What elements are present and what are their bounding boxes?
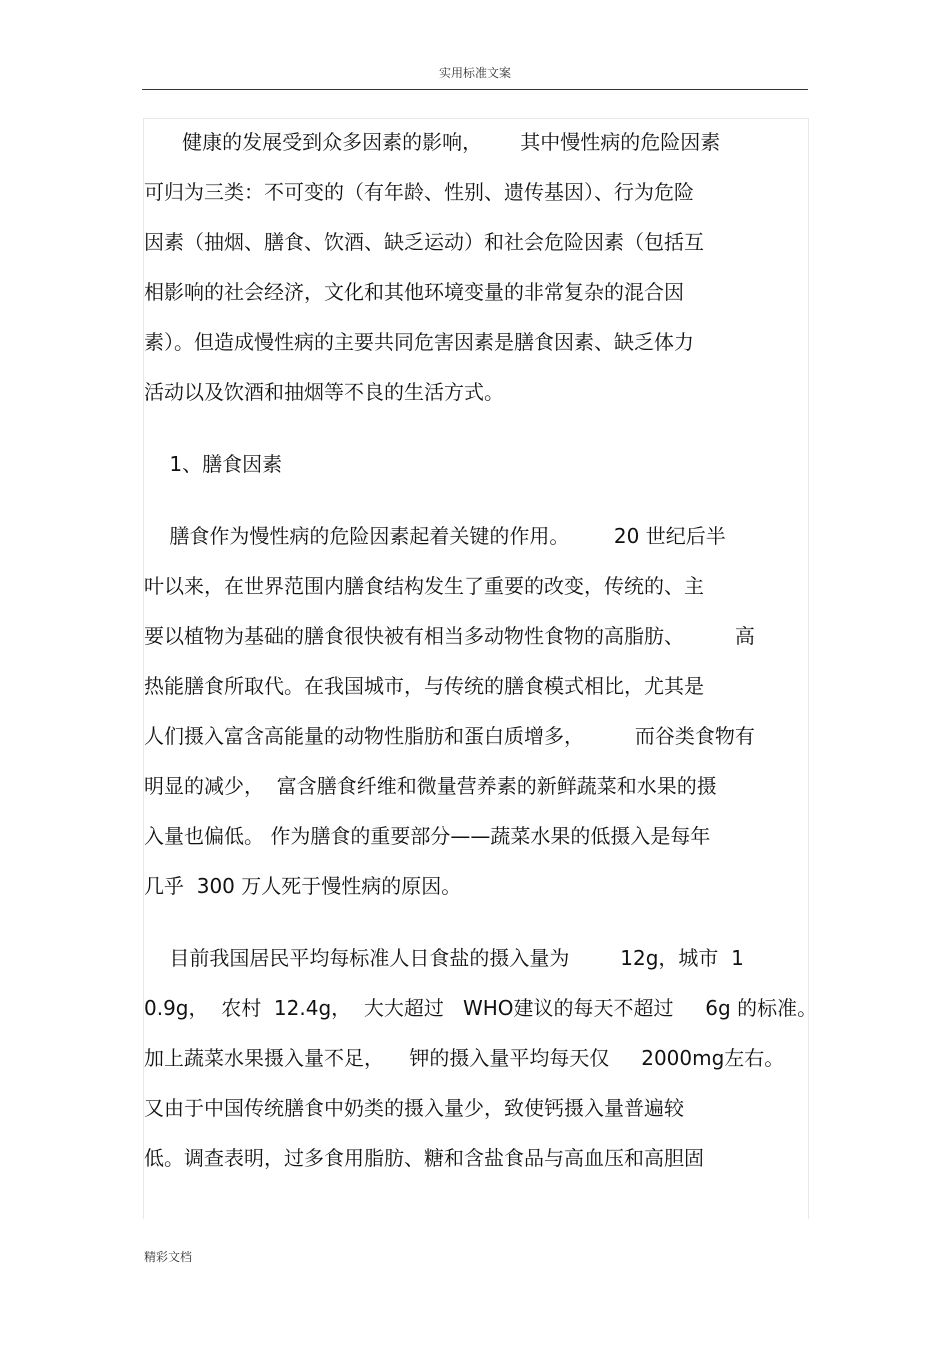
text-line: 入量也偏低。 作为膳食的重要部分——蔬菜水果的低摄入是每年 bbox=[144, 824, 711, 848]
text-line: 活动以及饮酒和抽烟等不良的生活方式。 bbox=[144, 380, 504, 404]
text-line: 要以植物为基础的膳食很快被有相当多动物性食物的高脂肪、 高 bbox=[144, 624, 755, 648]
text-line: 明显的减少， 富含膳食纤维和微量营养素的新鲜蔬菜和水果的摄 bbox=[144, 774, 717, 798]
section-heading: 1、膳食因素 bbox=[144, 452, 283, 476]
text-line: 目前我国居民平均每标准人日食盐的摄入量为 12g，城市 1 bbox=[144, 946, 744, 970]
header-title: 实用标准文案 bbox=[438, 66, 511, 80]
text-line: 相影响的社会经济，文化和其他环境变量的非常复杂的混合因 bbox=[144, 280, 684, 304]
header-rule bbox=[142, 89, 808, 90]
text-line: 可归为三类：不可变的（有年龄、性别、遗传基因）、行为危险 bbox=[144, 180, 694, 204]
text-line: 人们摄入富含高能量的动物性脂肪和蛋白质增多， 而谷类食物有 bbox=[144, 724, 755, 748]
text-line: 健康的发展受到众多因素的影响， 其中慢性病的危险因素 bbox=[144, 130, 721, 154]
text-line: 低。调查表明，过多食用脂肪、糖和含盐食品与高血压和高胆固 bbox=[144, 1146, 704, 1170]
text-line: 几乎 300 万人死于慢性病的原因。 bbox=[144, 874, 462, 898]
text-line: 加上蔬菜水果摄入量不足， 钾的摄入量平均每天仅 2000mg左右。 bbox=[144, 1046, 785, 1070]
text-line: 素）。但造成慢性病的主要共同危害因素是膳食因素、缺乏体力 bbox=[144, 330, 694, 354]
text-line: 又由于中国传统膳食中奶类的摄入量少，致使钙摄入量普遍较 bbox=[144, 1096, 684, 1120]
page-footer: 精彩文档 bbox=[144, 1250, 193, 1264]
text-line: 因素（抽烟、膳食、饮酒、缺乏运动）和社会危险因素（包括互 bbox=[144, 230, 704, 254]
text-line: 0.9g， 农村 12.4g， 大大超过 WHO建议的每天不超过 6g 的标准。 bbox=[144, 996, 818, 1020]
text-line: 热能膳食所取代。在我国城市，与传统的膳食模式相比，尤其是 bbox=[144, 674, 704, 698]
text-line: 叶以来，在世界范围内膳食结构发生了重要的改变，传统的、主 bbox=[144, 574, 704, 598]
text-line: 膳食作为慢性病的危险因素起着关键的作用。 20 世纪后半 bbox=[144, 524, 726, 548]
